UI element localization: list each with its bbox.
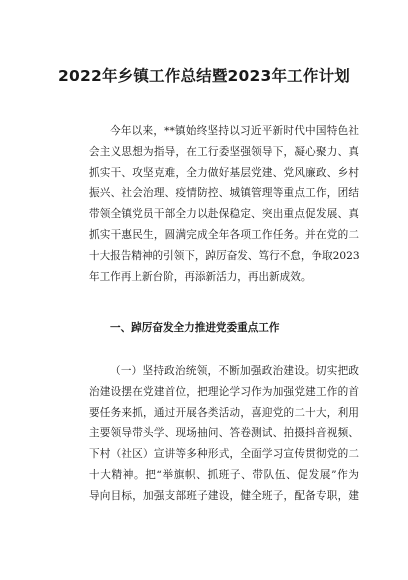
body-line: 下村（社区）宣讲等多种形式，全面学习宣传贯彻党的二 <box>89 448 359 461</box>
body-line: 治建设摆在党建首位，把理论学习作为加强党建工作的首 <box>89 385 359 398</box>
intro-line: 带领全镇党员干部全力以赴保稳定、突出重点促发展、真 <box>89 208 359 221</box>
body-line: （一）坚持政治统领，不断加强政治建设。切实把政 <box>110 365 359 377</box>
intro-line: 会主义思想为指导，在工行委坚强领导下，凝心聚力、真 <box>89 145 359 158</box>
intro-paragraph <box>89 121 359 287</box>
intro-line: 年工作再上新台阶，再添新活力，再出新成效。 <box>89 270 312 283</box>
body-line: 导向目标，加强支部班子建设，健全班子，配备专职，建 <box>89 489 359 502</box>
body-line: 要任务来抓，通过开展各类活动，喜迎党的二十大，利用 <box>89 406 359 419</box>
intro-line: 振兴、社会治理、疫情防控、城镇管理等重点工作，团结 <box>89 187 359 200</box>
intro-line: 十大报告精神的引领下，踔厉奋发、笃行不怠，争取2023 <box>89 249 360 262</box>
intro-line: 抓实干、攻坚克难，全力做好基层党建、党风廉政、乡村 <box>89 166 359 179</box>
document-title: 2022年乡镇工作总结暨2023年工作计划 <box>58 67 350 85</box>
section-heading: 一、踔厉奋发全力推进党委重点工作 <box>110 322 280 334</box>
body-line: 主要领导带头学、现场抽问、答卷测试、拍摄抖音视频、 <box>89 427 359 440</box>
intro-line: 抓实干惠民生，圆满完成全年各项工作任务。并在党的二 <box>89 228 359 241</box>
body-line: 十大精神。把“举旗帜、抓班子、带队伍、促发展”作为 <box>89 468 359 481</box>
body-paragraph <box>89 361 359 507</box>
intro-line: 今年以来，**镇始终坚持以习近平新时代中国特色社 <box>110 125 359 137</box>
